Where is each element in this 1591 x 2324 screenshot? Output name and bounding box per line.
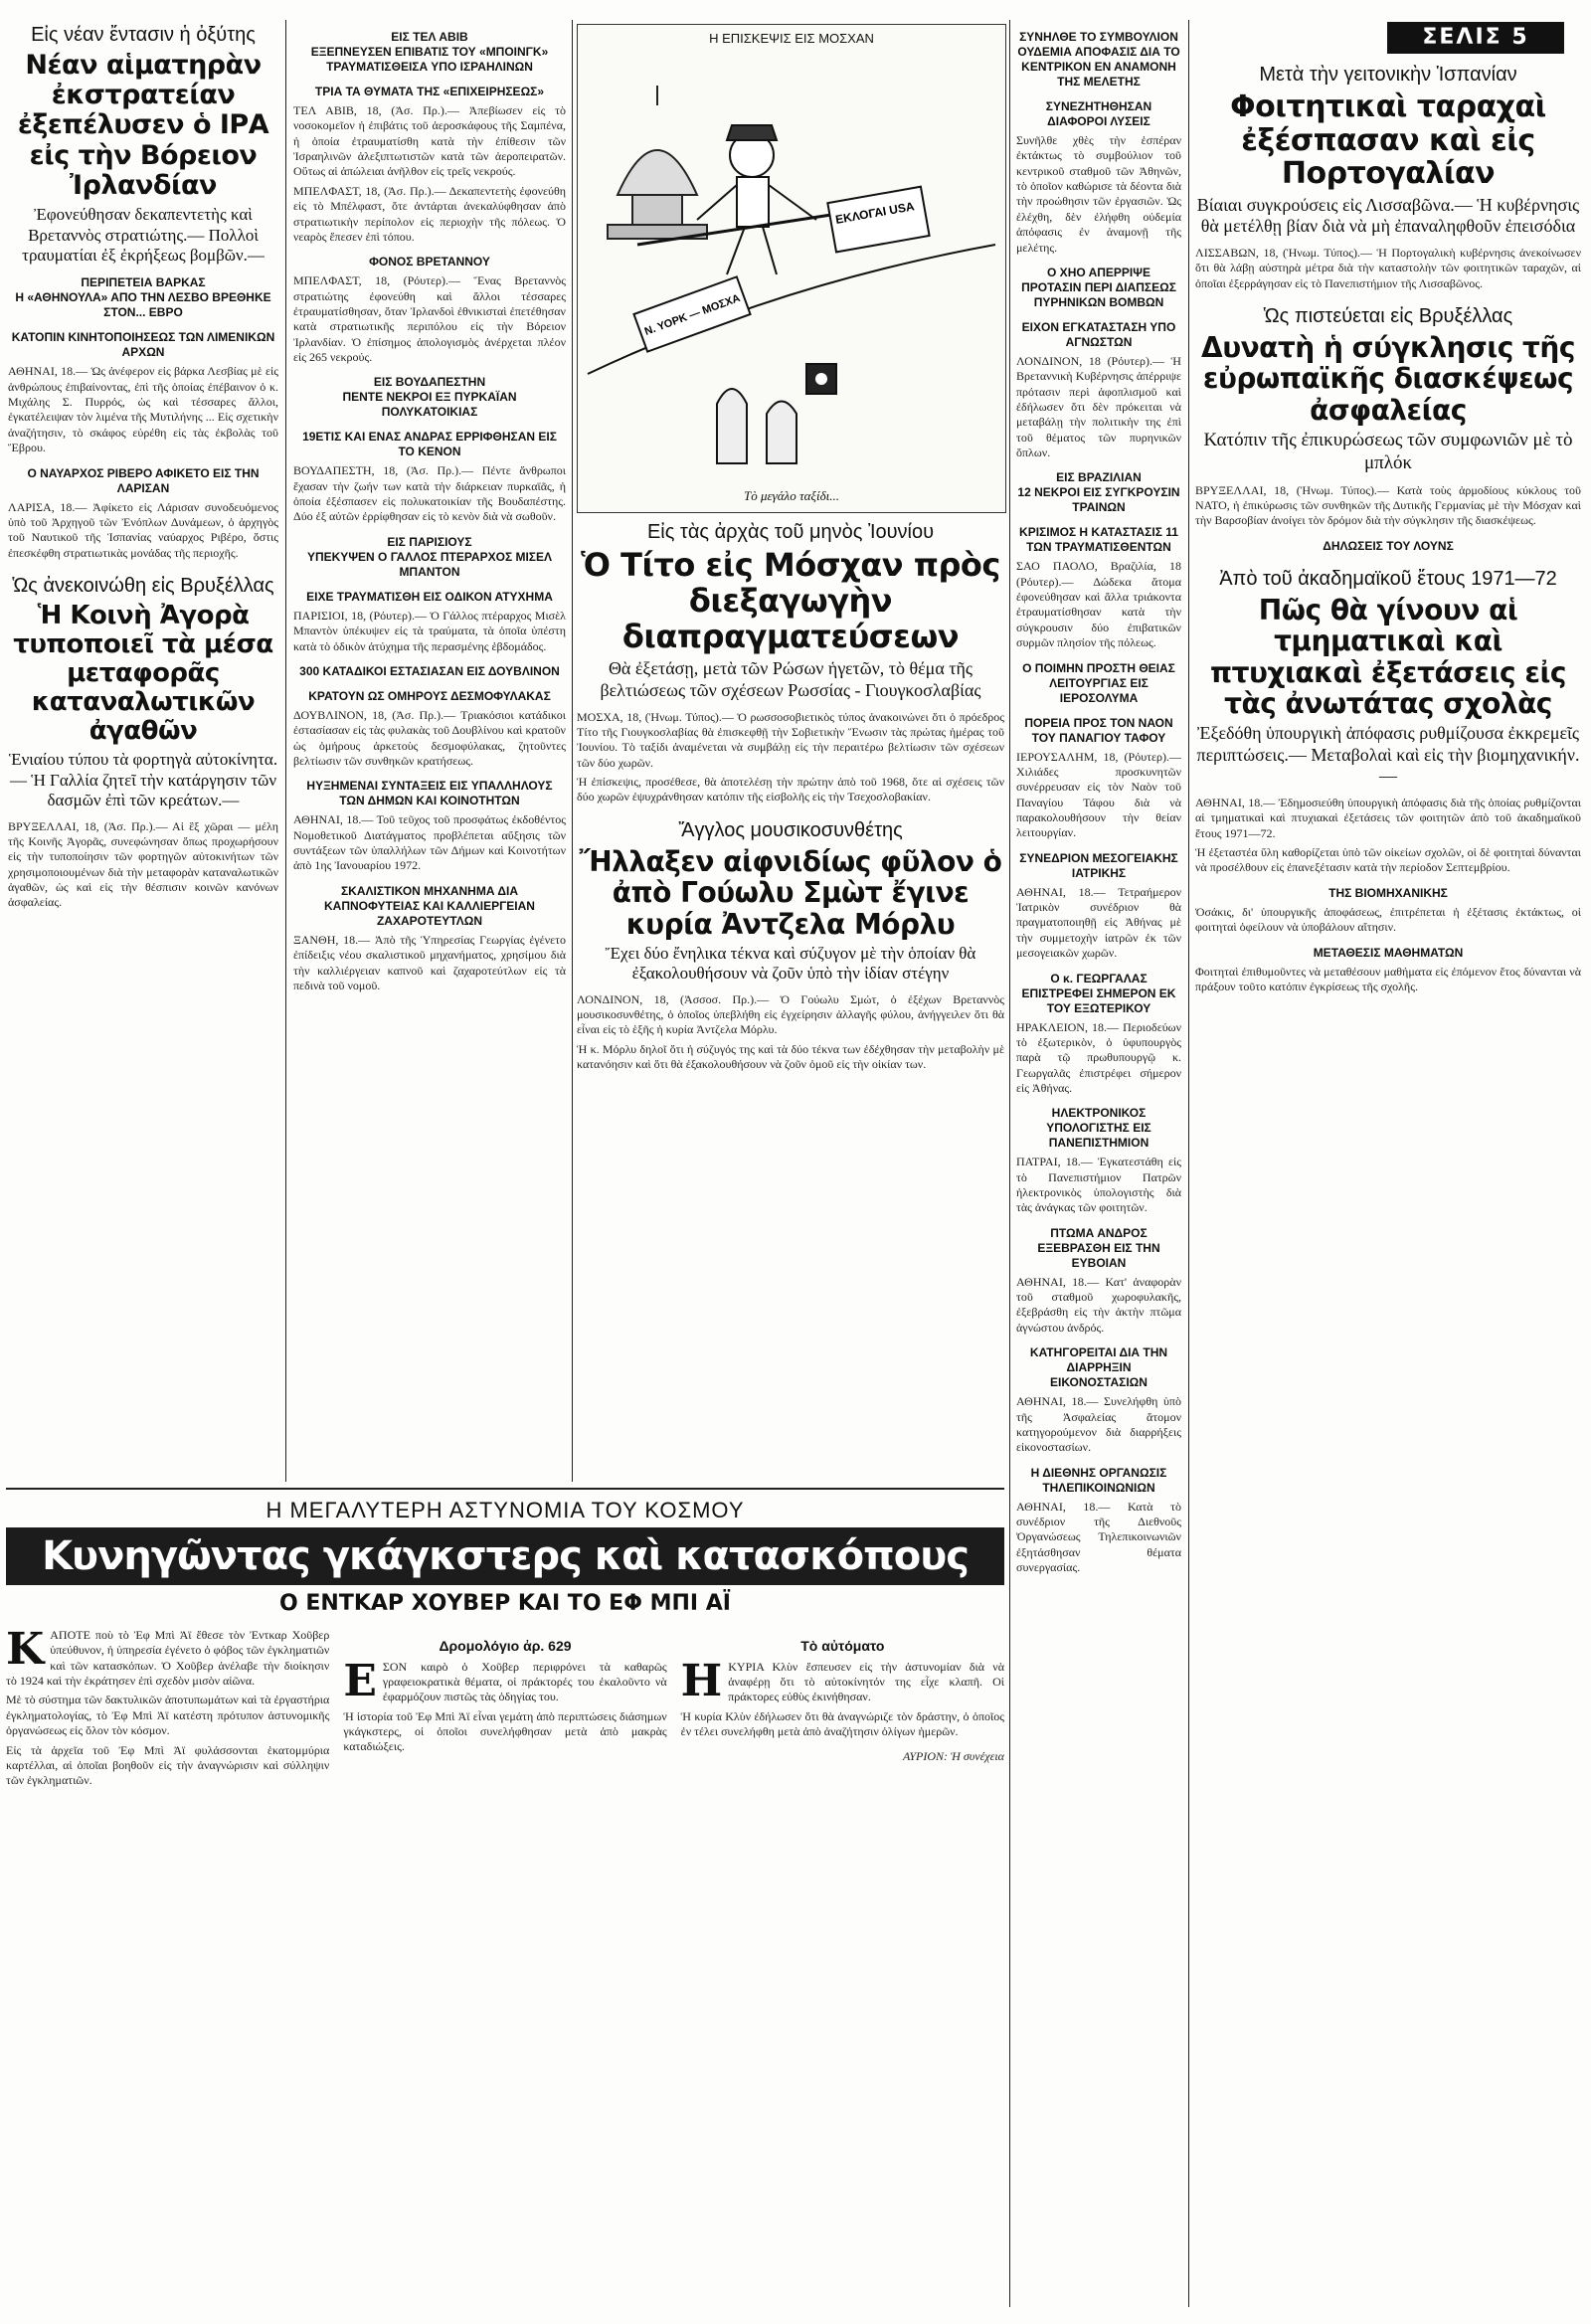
kicker: Ἄγγλος μουσικοσυνθέτης [678,818,903,841]
story-headline: ΦΟΝΟΣ ΒΡΕΤΑΝΝΟΥ [369,255,490,269]
kicker: Μετὰ τὴν γειτονικὴν Ἱσπανίαν [1259,64,1517,86]
story-body: Ἡ κυρία Κλὺν ἐδήλωσεν ὅτι θὰ ἀναγνώριζε τὸν δράστην, ὁ ὁποῖος ἐν τέλει συνελήφθη μετὰ ἀπὸ ἀναζήτησιν ὀλίγων ἡμερῶν. [680,1708,1004,1738]
story-body: ΛΑΡΙΣΑ, 18.— Ἀφίκετο εἰς Λάρισαν συνοδευόμενος ὑπὸ τοῦ Ἀρχηγοῦ τῶν Ἐνόπλων Δυνάμεων, ὁ ἀρχηγὸς τοῦ Ναυτικοῦ τῆς Ἱσπανίας ναύαρχος Ριβέρο, ὅστις ἐπεσκέφθη στρατιωτικὰς μονάδας τῆς περιοχῆς. [8,499,278,560]
story-headline: Η ΔΙΕΘΝΗΣ ΟΡΓΑΝΩΣΙΣ ΤΗΛΕΠΙΚΟΙΝΩΝΙΩΝ [1030,1465,1167,1495]
story-headline: ΕΙΣ ΒΡΑΖΙΛΙΑΝ 12 ΝΕΚΡΟΙ ΕΙΣ ΣΥΓΚΡΟΥΣΙΝ ΤΡΑΙΝΩΝ [1017,470,1180,515]
story-subheadline: ΔΗΛΩΣΕΙΣ ΤΟΥ ΛΟΥΝΣ [1323,538,1454,553]
kicker: Ἀπὸ τοῦ ἀκαδημαϊκοῦ ἔτους 1971—72 [1219,567,1557,590]
kicker: Εἰς τὰς ἀρχὰς τοῦ μηνὸς Ἰουνίου [646,521,935,543]
story-body: Ἡ ἐξεταστέα ὕλη καθορίζεται ὑπὸ τῶν οἰκείων σχολῶν, οἱ δὲ φοιτηταὶ δύνανται νὰ προσέλθουν εἰς ἐπανεξέτασιν κατὰ τὴν περίοδον Σεπτεμβρίου. [1195,845,1581,875]
column-1 [8,20,278,1482]
story-body: ΒΟΥΔΑΠΕΣΤΗ, 18, (Ἀσ. Πρ.).— Πέντε ἄνθρωποι ἔχασαν τὴν ζωήν των κατὰ τὴν διάρκειαν πυρκαϊᾶς, ἡ ὁποία ἐξέσπασεν εἰς πολυκατοικίαν τῆς Βουδαπέστης. Δύο ἐξ αὐτῶν ἐρρίφθησαν εἰς τὸ κενὸν διὰ νὰ σωθοῦν. [293,463,566,524]
cartoon-title: Η ΕΠΙΣΚΕΨΙΣ ΕΙΣ ΜΟΣΧΑΝ [709,31,874,46]
story-headline: ΗΥΞΗΜΕΝΑΙ ΣΥΝΤΑΞΕΙΣ ΕΙΣ ΥΠΑΛΛΗΛΟΥΣ ΤΩΝ ΔΗΜΩΝ ΚΑΙ ΚΟΙΝΟΤΗΤΩΝ [306,779,553,808]
story-headline: Ο κ. ΓΕΩΡΓΑΛΑΣ ΕΠΙΣΤΡΕΦΕΙ ΣΗΜΕΡΟΝ ΕΚ ΤΟΥ ΕΞΩΤΕΡΙΚΟΥ [1021,971,1176,1015]
editorial-cartoon [577,24,1006,513]
story-body: ΑΘΗΝΑΙ, 18.— Ἐδημοσιεύθη ὑπουργικὴ ἀπόφασις διὰ τῆς ὁποίας ρυθμίζονται αἱ τμηματικαὶ καὶ πτυχιακαὶ ἐξετάσεις τῶν φοιτητῶν ἀπὸ τοῦ ἀκαδημαϊκοῦ ἔτους 1971—72. [1195,796,1581,840]
kicker: Ὡς πιστεύεται εἰς Βρυξέλλας [1263,305,1513,328]
story-body: ΗΡΑΚΛΕΙΟΝ, 18.— Περιοδεύων τὸ ἐξωτερικὸν, ὁ ὑφυπουργὸς παρὰ τῷ πρωθυπουργῷ κ. Γεωργαλᾶς ἐπιστρέφει σήμερον εἰς Ἀθήνας. [1016,1019,1181,1095]
headline: Πῶς θὰ γίνουν αἱ τμηματικαὶ καὶ πτυχιακαὶ ἐξετάσεις εἰς τὰς ἀνωτάτας σχολὰς [1210,593,1566,720]
story-subheadline: ΚΡΙΣΙΜΟΣ Η ΚΑΤΑΣΤΑΣΙΣ 11 ΤΩΝ ΤΡΑΥΜΑΤΙΣΘΕΝΤΩΝ [1019,525,1178,555]
story-subheadline: ΣΥΝΕΖΗΤΗΘΗΣΑΝ ΔΙΑΦΟΡΟΙ ΛΥΣΕΙΣ [1045,99,1152,128]
story-body: ΒΡΥΞΕΛΛΑΙ, 18, (Ἡνωμ. Τύπος).— Κατὰ τοὺς ἁρμοδίους κύκλους τοῦ ΝΑΤΟ, ἡ ἐπικύρωσις τῶν συνθηκῶν τῆς Δυτικῆς Γερμανίας μὲ τὴν Μόσχαν καὶ τὴν Βαρσοβίαν ἀνοίγει τὸν δρόμον διὰ τὴν σύγκλησιν τῆς διασκέψεως. [1195,482,1581,528]
subhead: Ἐφονεύθησαν δεκαπεντετὴς καὶ Βρεταννὸς στρατιώτης.— Πολλοὶ τραυματίαι ἐξ ἐκρήξεως βομβῶν.— [22,205,265,265]
story-headline: Ο ΧΗΟ ΑΠΕΡΡΙΨΕ ΠΡΟΤΑΣΙΝ ΠΕΡΙ ΔΙΑΠΣΕΩΣ ΠΥΡΗΝΙΚΩΝ ΒΟΜΒΩΝ [1021,265,1176,309]
cartoon-illustration [578,46,1005,483]
story-headline: ΗΛΕΚΤΡΟΝΙΚΟΣ ΥΠΟΛΟΓΙΣΤΗΣ ΕΙΣ ΠΑΝΕΠΙΣΤΗΜΙΟΝ [1046,1106,1151,1151]
kicker: Εἰς νέαν ἔντασιν ἡ ὀξύτης [31,24,256,46]
story-body: ΑΘΗΝΑΙ, 18.— Τοῦ τεῦχος τοῦ προσφάτως ἐκδοθέντος Νομοθετικοῦ Διατάγματος προβλέπεται αὔξησις τῶν συντάξεων τῶν ὑπαλλήλων τῶν Δήμων καὶ Κοινοτήτων ἀπὸ 1ης Ἰανουαρίου 1972. [293,812,566,873]
story-headline: ΠΕΡΙΠΕΤΕΙΑ ΒΑΡΚΑΣ Η «ΑΘΗΝΟΥΛΑ» ΑΠΟ ΤΗΝ ΛΕΣΒΟ ΒΡΕΘΗΚΕ ΣΤΟΝ... ΕΒΡΟ [15,275,271,320]
story-body: ΑΘΗΝΑΙ, 18.— Κατὰ τὸ συνέδριον τῆς Διεθνοῦς Ὀργανώσεως Τηλεπικοινωνιῶν ἐξητάσθησαν θέματα συνεργασίας. [1016,1499,1181,1575]
fbi-feature [6,1498,1004,2313]
story-body: Φοιτηταὶ ἐπιθυμοῦντες νὰ μεταθέσουν μαθήματα εἰς ἐπόμενον ἔτος δύνανται νὰ πράξουν τοῦτο κατόπιν ἐγκρίσεως τῆς σχολῆς. [1195,964,1581,993]
story-body: ΚΥΡΙΑ Κλὺν ἔσπευσεν εἰς τὴν ἀστυνομίαν διὰ νὰ ἀναφέρῃ ὅτι τὸ αὐτοκίνητόν της εἶχε κλαπῆ. Οἱ πράκτορες εὐθὺς ἐκινήθησαν. [728,1659,1004,1704]
headline: Νέαν αἱματηρὰν ἐκστρατείαν ἐξεπέλυσεν ὁ ΙΡΑ εἰς τὴν Βόρειον Ἰρλανδίαν [17,50,269,201]
subhead: Θὰ ἐξετάσῃ, μετὰ τῶν Ρώσων ἡγετῶν, τὸ θέμα τῆς βελτιώσεως τῶν σχέσεων Ρωσσίας - Γιουγκοσλαβίας [600,658,981,701]
story-subheadline: ΕΙΧΟΝ ΕΓΚΑΤΑΣΤΑΣΗ ΥΠΟ ΑΓΝΩΣΤΩΝ [1021,319,1176,349]
story-headline: Ο ΠΟΙΜΗΝ ΠΡΟΣΤΗ ΘΕΙΑΣ ΛΕΙΤΟΥΡΓΙΑΣ ΕΙΣ ΙΕΡΟΣΟΛΥΜΑ [1022,660,1175,705]
story-headline: ΣΥΝΗΛΘΕ ΤΟ ΣΥΜΒΟΥΛΙΟΝ ΟΥΔΕΜΙΑ ΑΠΟΦΑΣΙΣ ΔΙΑ ΤΟ ΚΕΝΤΡΙΚΟΝ ΕΝ ΑΝΑΜΟΝΗ ΤΗΣ ΜΕΛΕΤΗΣ [1017,30,1180,89]
column-rule [1188,20,1189,2307]
subhead: Ἑνιαίου τύπου τὰ φορτηγὰ αὐτοκίνητα.— Ἡ Γαλλία ζητεῖ τὴν κατάργησιν τῶν δασμῶν ἐπὶ τῶν κρεάτων.— [8,750,278,810]
column-rule [1009,20,1010,2307]
story-body: Εἰς τὰ ἀρχεῖα τοῦ Ἐφ Μπὶ Ἀϊ φυλάσσονται ἑκατομμύρια καρτέλλαι, αἱ ὁποῖαι βοηθοῦν εἰς τὴν ἀναγνώρισιν καὶ σύλληψιν τῶν ἐγκληματιῶν. [6,1742,330,1788]
story-headline: Ο ΝΑΥΑΡΧΟΣ ΡΙΒΕΡΟ ΑΦΙΚΕΤΟ ΕΙΣ ΤΗΝ ΛΑΡΙΣΑΝ [27,465,260,495]
story-body: ΑΘΗΝΑΙ, 18.— Ὡς ἀνέφερον εἰς βάρκα Λεσβίας μὲ εἰς ἀνθρώπους ἐπιβαίνοντας, ἐπὶ τῆς ὁποίας ἐπέβαινον ὁ κ. Μιχάλης Σ. Πυρρός, ὡς καὶ τέσσαρες ἄλλοι, ἐγκατέλειψαν τὸν λιμένα τῆς Μυτιλήνης ... Εἰς σχετικὴν ἀναζήτησιν, τὸ σκάφος εὑρέθη εἰς τὰς ἐκβολὰς τοῦ Ἕβρου. [8,364,278,455]
story-body: ΤΕΛ ΑΒΙΒ, 18, (Ἀσ. Πρ.).— Ἀπεβίωσεν εἰς τὸ νοσοκομεῖον ἡ ἐπιβάτις τοῦ ἀεροσκάφους τῆς Σαμπένα, ἡ ὁποία ἐτραυματίσθη κατὰ τὴν ἐπίθεσιν τῶν Ἰσραηλινῶν ἀλεξιπτωτιστῶν κατὰ τῶν ἀεροπειρατῶν. Οὕτως αἱ ἀπώλειαι ἀνῆλθον εἰς τρεῖς νεκρούς. [293,103,566,179]
subhead: Ἔχει δύο ἔνηλικα τέκνα καὶ σύζυγον μὲ τὴν ὁποίαν θὰ ἐξακολουθήσουν νὰ ζοῦν ὑπὸ τὴν ἰδίαν στέγην [605,943,976,983]
story-body: ΑΘΗΝΑΙ, 18.— Κατ' ἀναφορὰν τοῦ σταθμοῦ χωροφυλακῆς, ἐξεβράσθη εἰς τὴν ἀκτὴν πτῶμα ἀγνώστου ἀνδρός. [1016,1274,1181,1335]
feature-subhead: Ο ΕΝΤΚΑΡ ΧΟΥΒΕΡ ΚΑΙ ΤΟ ΕΦ ΜΠΙ ΑΪ [279,1591,731,1616]
page-number-logo: ΣΕΛΙΣ 5 [1387,22,1564,54]
story-headline: ΠΤΩΜΑ ΑΝΔΡΟΣ ΕΞΕΒΡΑΣΘΗ ΕΙΣ ΤΗΝ ΕΥΒΟΙΑΝ [1037,1225,1160,1270]
story-body: ΑΠΟΤΕ ποὺ τὸ Ἐφ Μπὶ Ἀϊ ἔθεσε τὸν Ἐντκαρ Χοῦβερ ὑπεύθυνον, ἡ ὑπηρεσία ἐγένετο ὁ φόβος τῶν ἐγκληματιῶν καὶ τῶν κατασκόπων. Ὁ Χοῦβερ ἀνέλαβε τὴν διοίκησιν τὸ 1924 καὶ τὴν ἐκράτησεν ἐπὶ σχεδὸν μισὸν αἰῶνα. [6,1628,330,1689]
headline: Δυνατὴ ἡ σύγκλησις τῆς εὐρωπαϊκῆς διασκέψεως ἀσφαλείας [1201,331,1575,427]
headline: Ὁ Τίτο εἰς Μόσχαν πρὸς διεξαγωγὴν διαπραγματεύσεων [581,546,1000,655]
drop-cap: Η [680,1655,723,1706]
section-heading: Δρομολόγιο ἀρ. 629 [439,1638,572,1654]
subhead: Κατόπιν τῆς ἐπικυρώσεως τῶν συμφωνιῶν μὲ τὸ μπλόκ [1203,430,1573,473]
kicker: Ὡς ἀνεκοινώθη εἰς Βρυξέλλας [12,574,274,597]
center-column [577,517,1004,1482]
story-headline: ΕΙΣ ΤΕΛ ΑΒΙΒ ΕΞΕΠΝΕΥΣΕΝ ΕΠΙΒΑΤΙΣ ΤΟΥ «ΜΠΟΙΝΓΚ» ΤΡΑΥΜΑΤΙΣΘΕΙΣΑ ΥΠΟ ΙΣΡΑΗΛΙΝΩΝ [310,30,549,74]
headline: Φοιτητικαὶ ταραχαὶ ἐξέσπασαν καὶ εἰς Πορτογαλίαν [1230,89,1546,192]
story-body: ΣΑΟ ΠΑΟΛΟ, Βραζιλία, 18 (Ρόυτερ).— Δώδεκα ἄτομα ἐφονεύθησαν καὶ ἄλλα τριάκοντα ἐτραυματίσθησαν κατὰ τὴν σύγκρουσιν δύο ἐπιβατικῶν συρμῶν πλησίον τῆς πόλεως. [1016,559,1181,650]
story-body: ΔΟΥΒΛΙΝΟΝ, 18, (Ἀσ. Πρ.).— Τριακόσιοι κατάδικοι ἐστασίασαν εἰς τὰς φυλακὰς τοῦ Δουβλίνου καὶ κρατοῦν ὡς ὁμήρους ἀρκετοὺς δεσμοφύλακας, ζητοῦντες βελτίωσιν τῶν συνθηκῶν κρατήσεως. [293,707,566,768]
drop-cap: Ε [343,1655,377,1706]
section-heading: Τὸ αὐτόματο [800,1638,885,1654]
story-headline: 300 ΚΑΤΑΔΙΚΟΙ ΕΣΤΑΣΙΑΣΑΝ ΕΙΣ ΔΟΥΒΛΙΝΟΝ [299,663,560,678]
cartoon-sign: Ν. ΥΟΡΚ — ΜΟΣΧΑ [642,291,743,338]
story-body: ΠΑΡΙΣΙΟΙ, 18, (Ρόυτερ).— Ὁ Γάλλος πτέραρχος Μισὲλ Μπαντὸν ὑπέκυψεν εἰς τὰ τραύματα, τὰ ὁποῖα ὑπέστη κατὰ τὸ ὁδικὸν ἀτύχημα τῆς περασμένης ἑβδομάδος. [293,608,566,653]
story-body: Ἡ ἱστορία τοῦ Ἐφ Μπὶ Ἀϊ εἶναι γεμάτη ἀπὸ περιπτώσεις διάσημων γκάγκστερς, οἱ ὁποῖοι συνελήφθησαν μετὰ ἀπὸ μακρὰς καταδιώξεις. [343,1708,667,1754]
story-body: ΠΑΤΡΑΙ, 18.— Ἐγκατεστάθη εἰς τὸ Πανεπιστήμιον Πατρῶν ἠλεκτρονικὸς ὑπολογιστὴς διὰ τὰς ἀνάγκας τῶν φοιτητῶν. [1016,1155,1181,1215]
story-headline: ΚΑΤΗΓΟΡΕΙΤΑΙ ΔΙΑ ΤΗΝ ΔΙΑΡΡΗΞΙΝ ΕΙΚΟΝΟΣΤΑΣΙΩΝ [1029,1345,1168,1390]
story-subheadline: ΠΟΡΕΙΑ ΠΡΟΣ ΤΟΝ ΝΑΟΝ ΤΟΥ ΠΑΝΑΓΙΟΥ ΤΑΦΟΥ [1024,715,1173,745]
story-body: ΑΘΗΝΑΙ, 18.— Συνελήφθη ὑπὸ τῆς Ἀσφαλείας ἄτομον κατηγορούμενον διὰ διαρρήξεις εἰκονοστασίων. [1016,1394,1181,1455]
continued-note: ΑΥΡΙΟΝ: Ἡ συνέχεια [903,1749,1004,1764]
story-subheadline: ΜΕΤΑΘΕΣΙΣ ΜΑΘΗΜΑΤΩΝ [1313,945,1464,960]
story-body: ΜΠΕΛΦΑΣΤ, 18, (Ρόυτερ).— Ἕνας Βρεταννὸς στρατιώτης ἐφονεύθη καὶ ἄλλοι τέσσαρες ἐτραυματίσθησαν, ὅταν Ἰρλανδοὶ ἐθνικισταὶ ἐπετέθησαν κατὰ στρατιωτικῆς περιπόλου εἰς τὴν Βόρειον Ἰρλανδίαν. Ὁ ἐπίσημος ἀπολογισμὸς ἀνέρχεται πλέον εἰς 265 νεκρούς. [293,273,566,365]
story-subheadline: ΚΑΤΟΠΙΝ ΚΙΝΗΤΟΠΟΙΗΣΕΩΣ ΤΩΝ ΛΙΜΕΝΙΚΩΝ ΑΡΧΩΝ [11,330,275,360]
drop-cap: Κ [6,1624,45,1675]
story-body: ΜΠΕΛΦΑΣΤ, 18, (Ἀσ. Πρ.).— Δεκαπεντετὴς ἐφονεύθη εἰς τὸ Μπέλφαστ, ὅτε ἀντάρται ἀνεκαλύφθησαν ἀπὸ στρατιωτικὴν περίπολον εἰς περιοχὴν τῆς πόλεως. Ὁ νεαρὸς ἔπεσεν ἐπὶ τόπου. [293,183,566,244]
headline: Ἡ Κοινὴ Ἀγορὰ τυποποιεῖ τὰ μέσα μεταφορᾶς καταναλωτικῶν ἀγαθῶν [13,600,273,747]
column-4 [1016,20,1181,2307]
headline: Ἤλλαξεν αἰφνιδίως φῦλον ὁ ἀπὸ Γούωλυ Σμὼτ ἔγινε κυρία Ἀντζελα Μόρλυ [579,844,1002,941]
section-rule [6,1488,1004,1490]
story-body: ΛΟΝΔΙΝΟΝ, 18 (Ρόυτερ).— Ἡ Βρεταννικὴ Κυβέρνησις ἀπέρριψε πρότασιν περὶ ἀφοπλισμοῦ καὶ ἐδήλωσεν ὅτι δὲν πρόκειται νὰ μεταβάλῃ τὴν πολιτικὴν της ἐπὶ τοῦ θέματος τῶν πυρηνικῶν ὅπλων. [1016,353,1181,460]
story-body: ΒΡΥΞΕΛΛΑΙ, 18, (Ἀσ. Πρ.).— Αἱ ἓξ χῶραι — μέλη τῆς Κοινῆς Ἀγορᾶς, συνεφώνησαν ὅπως προχωρήσουν εἰς τὴν τυποποίησιν τῶν φορτηγῶν αὐτοκινήτων τῶν χρησιμοποιουμένων διὰ τὴν μεταφορὰν καταναλωτικῶν ἀγαθῶν, ὡς καὶ εἰς τὴν θέσπισιν κοινῶν κανόνων ἀσφαλείας. [8,818,278,910]
cartoon-caption: Τὸ μεγάλο ταξίδι... [743,488,839,503]
feature-kicker: Η ΜΕΓΑΛΥΤΕΡΗ ΑΣΤΥΝΟΜΙΑ ΤΟΥ ΚΟΣΜΟΥ [265,1498,745,1522]
story-subheadline: 19ΕΤΙΣ ΚΑΙ ΕΝΑΣ ΑΝΔΡΑΣ ΕΡΡΙΦΘΗΣΑΝ ΕΙΣ ΤΟ ΚΕΝΟΝ [302,430,557,459]
story-body: ΣΟΝ καιρὸ ὁ Χοῦβερ περιφρόνει τὰ καθαρῶς γραφειοκρατικὰ θέματα, οἱ πράκτορές του ἐκαλοῦντο νὰ ἐφαρμόζουν πιστῶς τὰς ὁδηγίας του. [382,1659,667,1704]
column-5 [1195,60,1581,2307]
story-subheadline: ΤΡΙΑ ΤΑ ΘΥΜΑΤΑ ΤΗΣ «ΕΠΙΧΕΙΡΗΣΕΩΣ» [314,85,545,98]
story-body: ΙΕΡΟΥΣΑΛΗΜ, 18, (Ρόυτερ).— Χιλιάδες προσκυνητῶν συνέρρευσαν εἰς τὸν Ναὸν τοῦ Παναγίου Τάφου διὰ νὰ παρακολουθήσουν τὴν θείαν λειτουργίαν. [1016,749,1181,840]
story-subheadline: ΕΙΧΕ ΤΡΑΥΜΑΤΙΣΘΗ ΕΙΣ ΟΔΙΚΟΝ ΑΤΥΧΗΜΑ [306,589,553,604]
story-headline: ΕΙΣ ΠΑΡΙΣΙΟΥΣ ΥΠΕΚΥΨΕΝ Ο ΓΑΛΛΟΣ ΠΤΕΡΑΡΧΟΣ ΜΙΣΕΛ ΜΠΑΝΤΟΝ [306,534,553,579]
story-headline: ΣΚΑΛΙΣΤΙΚΟΝ ΜΗΧΑΝΗΜΑ ΔΙΑ ΚΑΠΝΟΦΥΤΕΙΑΣ ΚΑΙ ΚΑΛΛΙΕΡΓΕΙΑΝ ΖΑΧΑΡΟΤΕΥΤΛΩΝ [324,883,535,928]
feature-columns [6,1624,1004,1789]
story-body: Μὲ τὸ σύστημα τῶν δακτυλικῶν ἀποτυπωμάτων καὶ τὰ ἐργαστήρια ἐγκληματολογίας, τὸ Ἐφ Μπὶ Ἀϊ κατέστη πρότυπον ἀστυνομικῆς ὀργανώσεως εἰς ὅλον τὸν κόσμον. [6,1693,330,1738]
feature-column [343,1628,666,1789]
subhead: Ἐξεδόθη ὑπουργικὴ ἀπόφασις ρυθμίζουσα ἐκκρεμεῖς περιπτώσεις.— Μεταβολαὶ καὶ εἰς τὴν βιομηχανικήν.— [1196,723,1580,787]
story-body: ΛΟΝΔΙΝΟΝ, 18, (Ἀσσοσ. Πρ.).— Ὁ Γούωλυ Σμώτ, ὁ ἐξέχων Βρεταννὸς μουσικοσυνθέτης, ὁ ὁποῖος ὑπεβλήθη εἰς ἐγχείρησιν ἀλλαγῆς φύλου, ἀνήγγειλεν ὅτι θὰ εἶναι εἰς τὸ ἑξῆς ἡ κυρία Ἀντζελα Μόρλυ. [577,991,1004,1037]
story-body: Συνῆλθε χθὲς τὴν ἑσπέραν ἐκτάκτως τὸ συμβούλιον τοῦ κεντρικοῦ σταθμοῦ τῶν Ἀθηνῶν, τὸ ὁποῖον καθώρισε τὰ δέοντα διὰ τὴν προώθησιν τῶν ἐργασιῶν. Ὡς ἐλέχθη, δὲν ἐλήφθη οὐδεμία ἀπόφασις ἐν ἀναμονῇ τῆς μελέτης. [1016,133,1181,255]
story-body: ΜΟΣΧΑ, 18, (Ἡνωμ. Τύπος).— Ὁ ρωσσοσοβιετικὸς τύπος ἀνακοινώνει ὅτι ὁ πρόεδρος Τίτο τῆς Γιουγκοσλαβίας θὰ ἐπισκεφθῇ τὴν Σοβιετικὴν Ἕνωσιν τὰς πρώτας ἡμέρας τοῦ Ἰουνίου. Τὸ ταξίδι ἀναμένεται νὰ συμβάλῃ εἰς τὴν περαιτέρω βελτίωσιν τῶν σχέσεων τῶν δύο χωρῶν. [577,709,1004,770]
column-2 [293,20,566,1482]
feature-column [681,1628,1004,1789]
story-subheadline: ΤΗΣ ΒΙΟΜΗΧΑΝΙΚΗΣ [1328,885,1448,900]
story-body: ΞΑΝΘΗ, 18.— Ἀπὸ τῆς Ὑπηρεσίας Γεωργίας ἐγένετο ἐπίδειξις νέου σκαλιστικοῦ μηχανήματος, χρησίμου διὰ τὴν καλλιέργειαν καπνοῦ καὶ ζαχαροτεύτλων εἰς τὰ πεδινὰ τοῦ νομοῦ. [293,932,566,992]
story-body: Ὁσάκις, δι' ὑπουργικῆς ἀποφάσεως, ἐπιτρέπεται ἡ ἐξέτασις ἐκτάκτως, οἱ φοιτηταὶ ὀφείλουν νὰ ὑποβάλουν αἴτησιν. [1195,904,1581,935]
story-body: ΑΘΗΝΑΙ, 18.— Τετραήμερον Ἰατρικὸν συνέδριον θὰ πραγματοποιηθῇ εἰς Ἀθήνας μὲ τὴν συμμετοχὴν ἰατρῶν ἐκ τῶν μεσογειακῶν χωρῶν. [1016,884,1181,961]
story-body: Ἡ ἐπίσκεψις, προσέθεσε, θὰ ἀποτελέσῃ τὴν πρώτην ἀπὸ τοῦ 1968, ὅτε αἱ σχέσεις τῶν δύο χωρῶν ἐψυχράνθησαν κατόπιν τῆς εἰσβολῆς εἰς τὴν Τσεχοσλοβακίαν. [577,775,1004,804]
feature-headline: Κυνηγῶντας γκάγκστερς καὶ κατασκόπους [6,1527,1004,1585]
story-headline: ΣΥΝΕΔΡΙΟΝ ΜΕΣΟΓΕΙΑΚΗΣ ΙΑΤΡΙΚΗΣ [1019,850,1178,880]
feature-column [6,1624,330,1789]
story-headline: ΕΙΣ ΒΟΥΔΑΠΕΣΤΗΝ ΠΕΝΤΕ ΝΕΚΡΟΙ ΕΞ ΠΥΡΚΑΪΑΝ ΠΟΛΥΚΑΤΟΙΚΙΑΣ [342,375,517,420]
cartoon-sign: ΕΚΛΟΓΑΙ USA [834,199,916,227]
story-body: Ἡ κ. Μόρλυ δηλοῖ ὅτι ἡ σύζυγός της καὶ τὰ δύο τέκνα των ἐδέχθησαν τὴν μεταβολὴν μὲ κατανόησιν καὶ ὅτι θὰ ἐξακολουθήσουν νὰ ζοῦν ὁμοῦ εἰς τὴν οἰκίαν των. [577,1041,1004,1072]
column-rule [285,20,286,1482]
subhead: Βίαιαι συγκρούσεις εἰς Λισσαβῶνα.— Ἡ κυβέρνησις θὰ μετέλθῃ βίαν διὰ νὰ μὴ ἐπαναληφθοῦν ἐπεισόδια [1196,194,1580,237]
story-body: ΛΙΣΣΑΒΩΝ, 18, (Ἡνωμ. Τύπος).— Ἡ Πορτογαλικὴ κυβέρνησις ἀνεκοίνωσεν ὅτι θὰ λάβῃ αὐστηρὰ μέτρα διὰ τὴν καταστολὴν τῶν φοιτητικῶν ταραχῶν, αἱ ὁποῖαι ἐξερράγησαν εἰς τὸ Πανεπιστήμιον τῆς Λισσαβῶνος. [1195,245,1581,290]
column-rule [572,20,573,1482]
story-subheadline: ΚΡΑΤΟΥΝ ΩΣ ΟΜΗΡΟΥΣ ΔΕΣΜΟΦΥΛΑΚΑΣ [308,688,551,703]
